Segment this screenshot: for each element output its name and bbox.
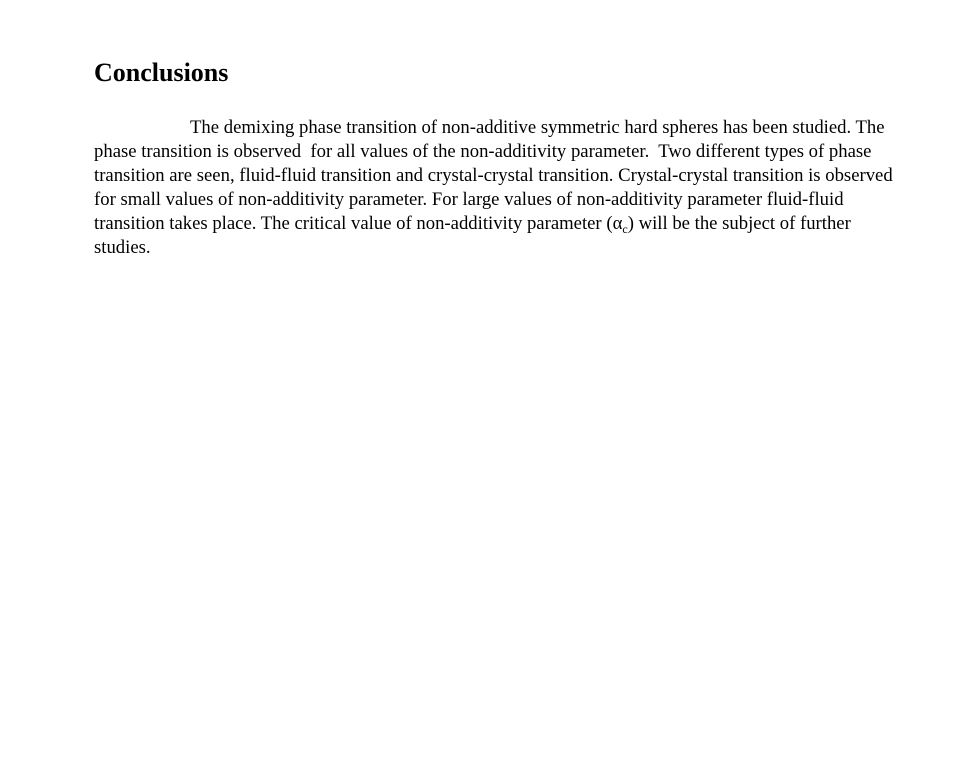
paragraph-line-5 (94, 212, 906, 236)
alpha-symbol: α (612, 213, 623, 234)
paragraph-line-6: studies. (94, 237, 151, 258)
line-5-text-after-symbol: ) will be the subject of further (627, 213, 851, 234)
conclusions-paragraph (94, 116, 906, 260)
paragraph-line-2: phase transition is observed for all values of the non-additivity parameter. Two different types of phase (94, 141, 872, 162)
page-title: Conclusions (94, 58, 229, 87)
paragraph-line-3: transition are seen, fluid-fluid transition and crystal-crystal transition. Crystal-crystal transition is observed (94, 165, 893, 186)
paragraph-line-1: The demixing phase transition of non-additive symmetric hard spheres has been studied. The (190, 117, 885, 138)
alpha-subscript-c: c (622, 222, 628, 236)
line-5-text-before-symbol: transition takes place. The critical value of non-additivity parameter ( (94, 213, 613, 234)
paragraph-line-4: for small values of non-additivity parameter. For large values of non-additivity parameter fluid-fluid (94, 189, 844, 210)
